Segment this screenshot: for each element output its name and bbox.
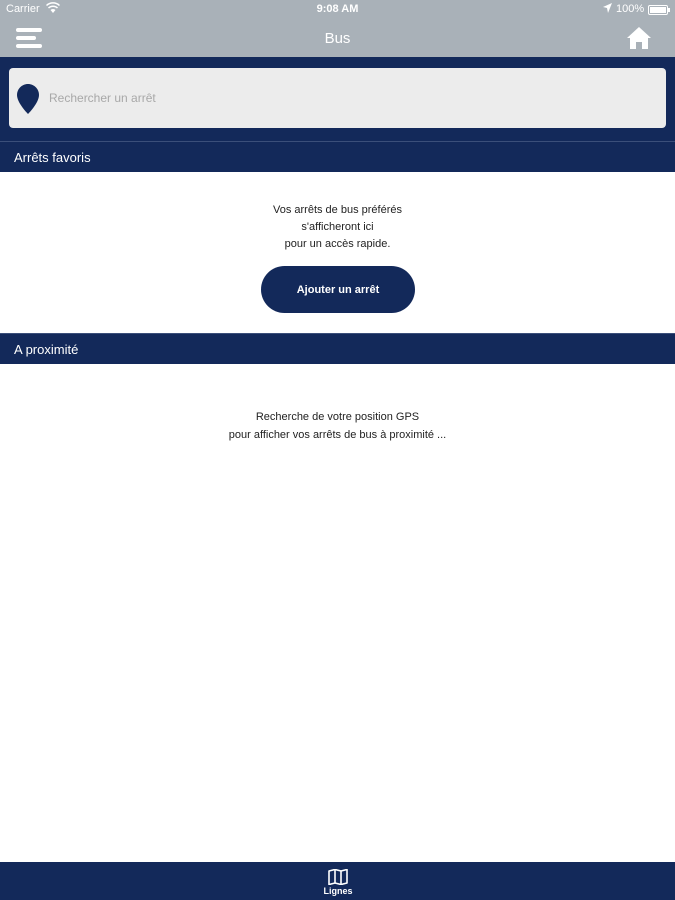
favorites-section-header: Arrêts favoris bbox=[0, 141, 675, 172]
favorites-message-line: s'afficheront ici bbox=[301, 221, 374, 233]
search-area bbox=[0, 57, 675, 141]
tab-lignes[interactable] bbox=[312, 862, 364, 900]
search-box[interactable] bbox=[9, 68, 666, 128]
location-arrow-icon bbox=[603, 3, 612, 13]
tab-bar bbox=[0, 862, 675, 900]
status-time: 9:08 AM bbox=[316, 3, 359, 15]
favorites-message-line: Vos arrêts de bus préférés bbox=[272, 204, 402, 216]
tab-label: Lignes bbox=[323, 886, 353, 896]
add-stop-button[interactable]: Ajouter un arrêt bbox=[261, 266, 415, 313]
nearby-section-header: A proximité bbox=[0, 333, 675, 364]
nav-bar bbox=[0, 20, 675, 57]
map-icon bbox=[328, 869, 348, 885]
nearby-message-line: Recherche de votre position GPS bbox=[255, 411, 420, 423]
search-input[interactable] bbox=[49, 86, 649, 110]
nearby-status-message bbox=[0, 408, 675, 444]
favorites-empty-message bbox=[0, 202, 675, 253]
carrier-label: Carrier bbox=[6, 3, 40, 15]
status-bar bbox=[0, 0, 675, 20]
page-title: Bus bbox=[324, 30, 351, 47]
nearby-message-line: pour afficher vos arrêts de bus à proximité ... bbox=[228, 429, 447, 441]
location-pin-icon bbox=[17, 84, 39, 114]
favorites-message-line: pour un accès rapide. bbox=[284, 238, 391, 250]
battery-icon bbox=[648, 5, 668, 15]
home-icon[interactable] bbox=[626, 26, 652, 50]
battery-percentage: 100% bbox=[616, 3, 645, 15]
